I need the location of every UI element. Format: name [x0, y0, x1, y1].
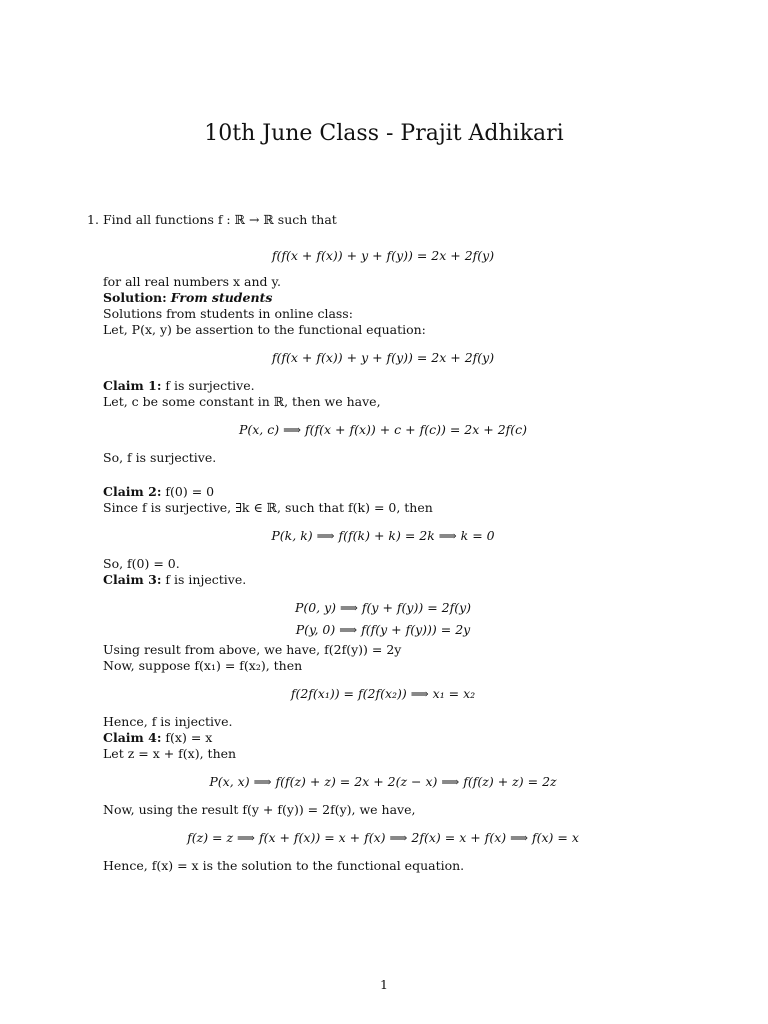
solution-intro: Solutions from students in online class: [103, 306, 353, 321]
problem-statement: Find all functions f : ℝ → ℝ such that [103, 212, 337, 227]
for-all-text: for all real numbers x and y. [103, 274, 281, 289]
claim3-equation-2: P(y, 0) ⟹ f(f(y + f(y))) = 2y [295, 622, 471, 637]
claim4-equation-2: f(z) = z ⟹ f(x + f(x)) = x + f(x) ⟹ 2f(x) = x + f(x) ⟹ f(x) = x [187, 830, 579, 845]
claim3-equation-1: P(0, y) ⟹ f(y + f(y)) = 2f(y) [294, 600, 472, 615]
claim3-equation-3: f(2f(x₁)) = f(2f(x₂)) ⟹ x₁ = x₂ [290, 686, 476, 701]
claim1-conclusion: So, f is surjective. [103, 450, 217, 465]
claim4-line-1: Let z = x + f(x), then [103, 746, 237, 761]
assertion-equation: f(f(x + f(x)) + y + f(y)) = 2x + 2f(y) [271, 350, 495, 365]
claim4-heading: Claim 4: f(x) = x [103, 730, 213, 745]
claim2-equation: P(k, k) ⟹ f(f(k) + k) = 2k ⟹ k = 0 [271, 528, 495, 543]
solution-heading [103, 290, 663, 306]
claim1-line: Let, c be some constant in ℝ, then we have, [103, 394, 381, 409]
claim2-line: Since f is surjective, ∃k ∈ ℝ, such that f(k) = 0, then [103, 500, 433, 515]
page-title: 10th June Class - Prajit Adhikari [204, 121, 564, 146]
solution-label: Solution: [103, 290, 167, 305]
claim1-equation: P(x, c) ⟹ f(f(x + f(x)) + c + f(c)) = 2x + 2f(c) [238, 422, 528, 437]
claim1-heading: Claim 1: f is surjective. [103, 378, 255, 393]
claim2-conclusion: So, f(0) = 0. [103, 556, 180, 571]
solution-source: From students [170, 290, 273, 305]
claim3-heading: Claim 3: f is injective. [103, 572, 247, 587]
main-equation: f(f(x + f(x)) + y + f(y)) = 2x + 2f(y) [271, 248, 495, 263]
final-conclusion: Hence, f(x) = x is the solution to the functional equation. [103, 858, 465, 873]
claim4-line-2: Now, using the result f(y + f(y)) = 2f(y), we have, [103, 802, 416, 817]
claim4-equation-1: P(x, x) ⟹ f(f(z) + z) = 2x + 2(z − x) ⟹ f(f(z) + z) = 2z [209, 774, 557, 789]
claim3-line-2: Now, suppose f(x₁) = f(x₂), then [103, 658, 303, 673]
claim3-line-1: Using result from above, we have, f(2f(y)) = 2y [103, 642, 402, 657]
assertion-text: Let, P(x, y) be assertion to the functional equation: [103, 322, 426, 337]
claim2-heading: Claim 2: f(0) = 0 [103, 484, 215, 499]
problem-number: 1. [87, 212, 99, 227]
claim3-conclusion: Hence, f is injective. [103, 714, 233, 729]
page-number: 1 [380, 977, 388, 992]
problem-body [87, 212, 663, 874]
